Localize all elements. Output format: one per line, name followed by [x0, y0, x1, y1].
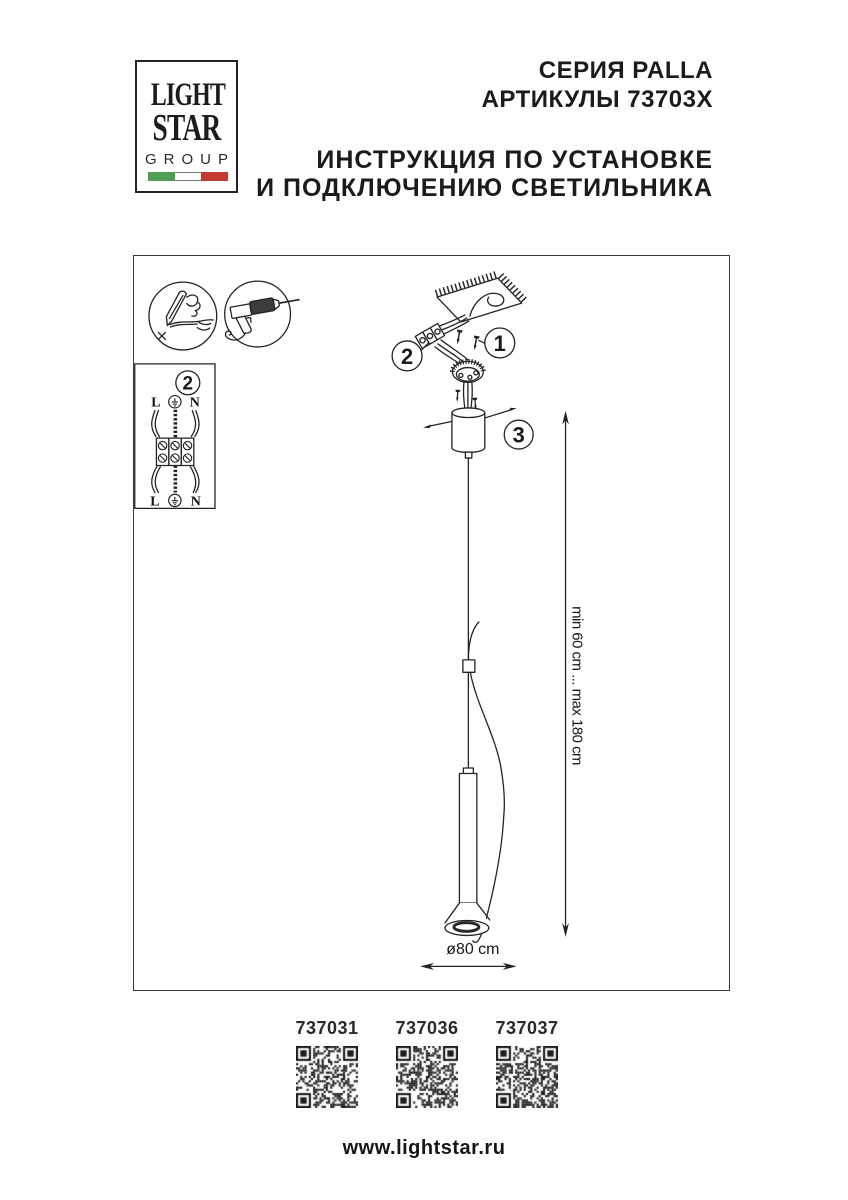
lightstar-logo [135, 60, 238, 193]
wire-label-n-top: N [189, 395, 200, 411]
articles-title: АРТИКУЛЫ 73703X [481, 86, 713, 114]
article-number: 737037 [495, 1018, 559, 1038]
installation-diagram [133, 255, 730, 991]
instruction-title-line1: ИНСТРУКЦИЯ ПО УСТАНОВКЕ [316, 145, 713, 174]
leader-arrowhead [509, 408, 517, 411]
cross-mark-icon [158, 332, 165, 339]
canopy-cup [452, 408, 485, 458]
flag-green-segment [148, 172, 175, 181]
cord-clip [463, 660, 475, 672]
dimensions [420, 411, 585, 970]
qr-block-737037 [495, 1018, 559, 1113]
logo-word-star: STAR [152, 107, 221, 149]
leader-arrowhead [423, 425, 431, 428]
mounting-screw [471, 335, 479, 350]
wire-label-n-bottom: N [190, 494, 201, 510]
ceiling-assembly [392, 274, 533, 458]
qr-code [296, 1046, 358, 1108]
diameter-dimension-label: ø80 cm [446, 940, 500, 958]
italian-flag [148, 172, 228, 181]
flag-white-segment [175, 172, 202, 181]
callout-3 [504, 420, 533, 449]
flag-red-segment [201, 172, 228, 181]
lamp-tube [459, 773, 476, 903]
qr-code [496, 1046, 558, 1108]
wiring-callout-number: 2 [182, 373, 194, 395]
article-number: 737031 [295, 1018, 359, 1038]
logo-word-group: GROUP [144, 151, 235, 168]
wire-label-l-bottom: L [150, 494, 160, 510]
height-dimension-label: min 60 cm ... max 180 cm [568, 606, 586, 766]
earth-symbol-top [169, 396, 181, 408]
earth-symbol-bottom [169, 494, 181, 506]
wiring-diagram [135, 364, 215, 510]
connector-block [415, 323, 444, 348]
wire-stripping-icon [149, 282, 217, 350]
series-title: СЕРИЯ PALLA [538, 57, 713, 84]
instruction-title-line2: И ПОДКЛЮЧЕНИЮ СВЕТИЛЬНИКА [256, 173, 713, 202]
logo-word-light: LIGHT [150, 77, 226, 113]
wire-label-l-top: L [151, 395, 161, 411]
callout-2 [392, 341, 422, 371]
callout-1 [485, 328, 515, 358]
terminal-block [156, 438, 193, 465]
article-number: 737036 [395, 1018, 459, 1038]
website-url: www.lightstar.ru [342, 1137, 506, 1159]
mounting-ring [452, 361, 483, 382]
hanging-screw [455, 390, 461, 402]
drill-icon [225, 281, 304, 347]
pendant-lamp [445, 458, 504, 942]
qr-code [396, 1046, 458, 1108]
qr-block-737036 [395, 1018, 459, 1113]
callout-1-number: 1 [493, 330, 506, 356]
callout-3-number: 3 [512, 422, 525, 448]
document-header [256, 56, 713, 202]
mounting-screw [454, 329, 462, 344]
cone-shade [445, 903, 490, 935]
callout-2-number: 2 [400, 343, 414, 369]
diagram-drawing [134, 256, 729, 990]
qr-block-737031 [295, 1018, 359, 1113]
